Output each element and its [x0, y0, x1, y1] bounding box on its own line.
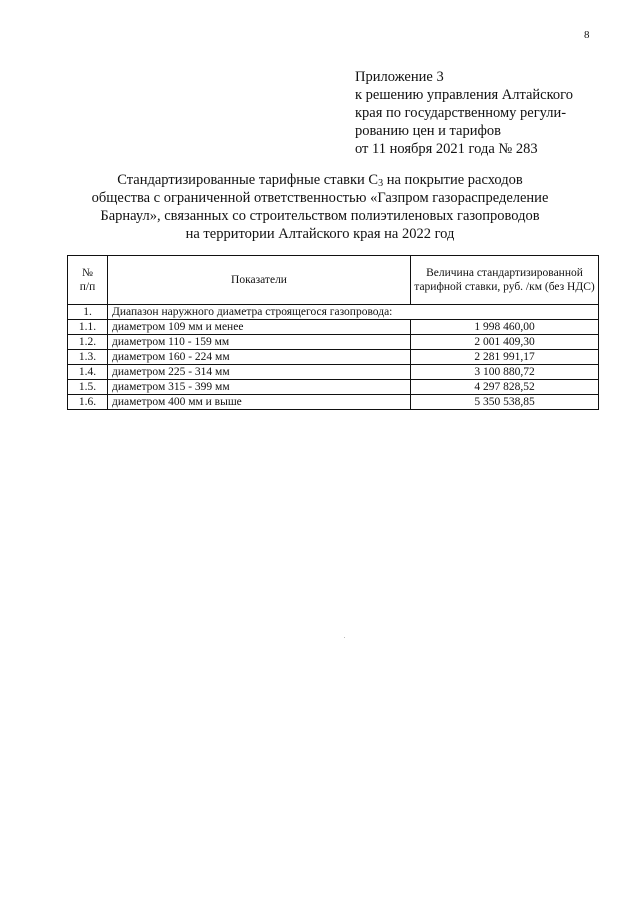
header-number-abbr: п/п [79, 281, 96, 293]
appendix-line: к решению управления Алтайского [355, 87, 574, 103]
row-number: 1.1. [68, 320, 108, 335]
section-number: 1. [68, 305, 108, 320]
row-value: 3 100 880,72 [411, 365, 599, 380]
appendix-line: от 11 ноября 2021 года № 283 [355, 141, 538, 157]
table-row [68, 335, 599, 350]
row-label: диаметром 400 мм и выше [108, 395, 411, 410]
scan-speck [344, 637, 345, 638]
title-line-2: общества с ограниченной ответственностью «Газпром газораспределение [91, 190, 549, 206]
row-label: диаметром 110 - 159 мм [108, 335, 411, 350]
row-number: 1.4. [68, 365, 108, 380]
title-text: на покрытие расходов [383, 172, 523, 188]
row-number: 1.6. [68, 395, 108, 410]
row-value: 1 998 460,00 [411, 320, 599, 335]
row-label: диаметром 160 - 224 мм [108, 350, 411, 365]
row-label: диаметром 225 - 314 мм [108, 365, 411, 380]
row-value: 4 297 828,52 [411, 380, 599, 395]
row-value: 2 281 991,17 [411, 350, 599, 365]
row-label: диаметром 109 мм и менее [108, 320, 411, 335]
appendix-block [355, 68, 615, 158]
header-value: Величина стандартизированной тарифной ставки, руб. /км (без НДС) [411, 256, 599, 305]
title-line-3: Барнаул», связанных со строительством полиэтиленовых газопроводов [100, 208, 540, 224]
header-indicator: Показатели [108, 256, 411, 305]
row-number: 1.2. [68, 335, 108, 350]
table-row [68, 395, 599, 410]
table-row [68, 380, 599, 395]
row-value: 5 350 538,85 [411, 395, 599, 410]
section-label: Диапазон наружного диаметра строящегося газопровода: [108, 305, 599, 320]
table-section-row [68, 305, 599, 320]
table-row [68, 350, 599, 365]
title-subscript: 3 [378, 178, 384, 189]
row-value: 2 001 409,30 [411, 335, 599, 350]
page-number: 8 [584, 29, 590, 41]
row-label: диаметром 315 - 399 мм [108, 380, 411, 395]
title-line-1 [60, 171, 580, 189]
row-number: 1.5. [68, 380, 108, 395]
appendix-line: края по государственному регули- [355, 105, 567, 121]
row-number: 1.3. [68, 350, 108, 365]
appendix-line: рованию цен и тарифов [355, 123, 501, 139]
title-line-4: на территории Алтайского края на 2022 год [185, 226, 455, 242]
header-number-symbol: № [82, 267, 93, 279]
document-title [60, 171, 580, 243]
table-row [68, 365, 599, 380]
table-header-row [68, 256, 599, 305]
table-row [68, 320, 599, 335]
tariff-table [67, 255, 599, 410]
header-number [68, 256, 108, 305]
appendix-line: Приложение 3 [355, 69, 444, 85]
title-text: Стандартизированные тарифные ставки С [117, 172, 379, 188]
